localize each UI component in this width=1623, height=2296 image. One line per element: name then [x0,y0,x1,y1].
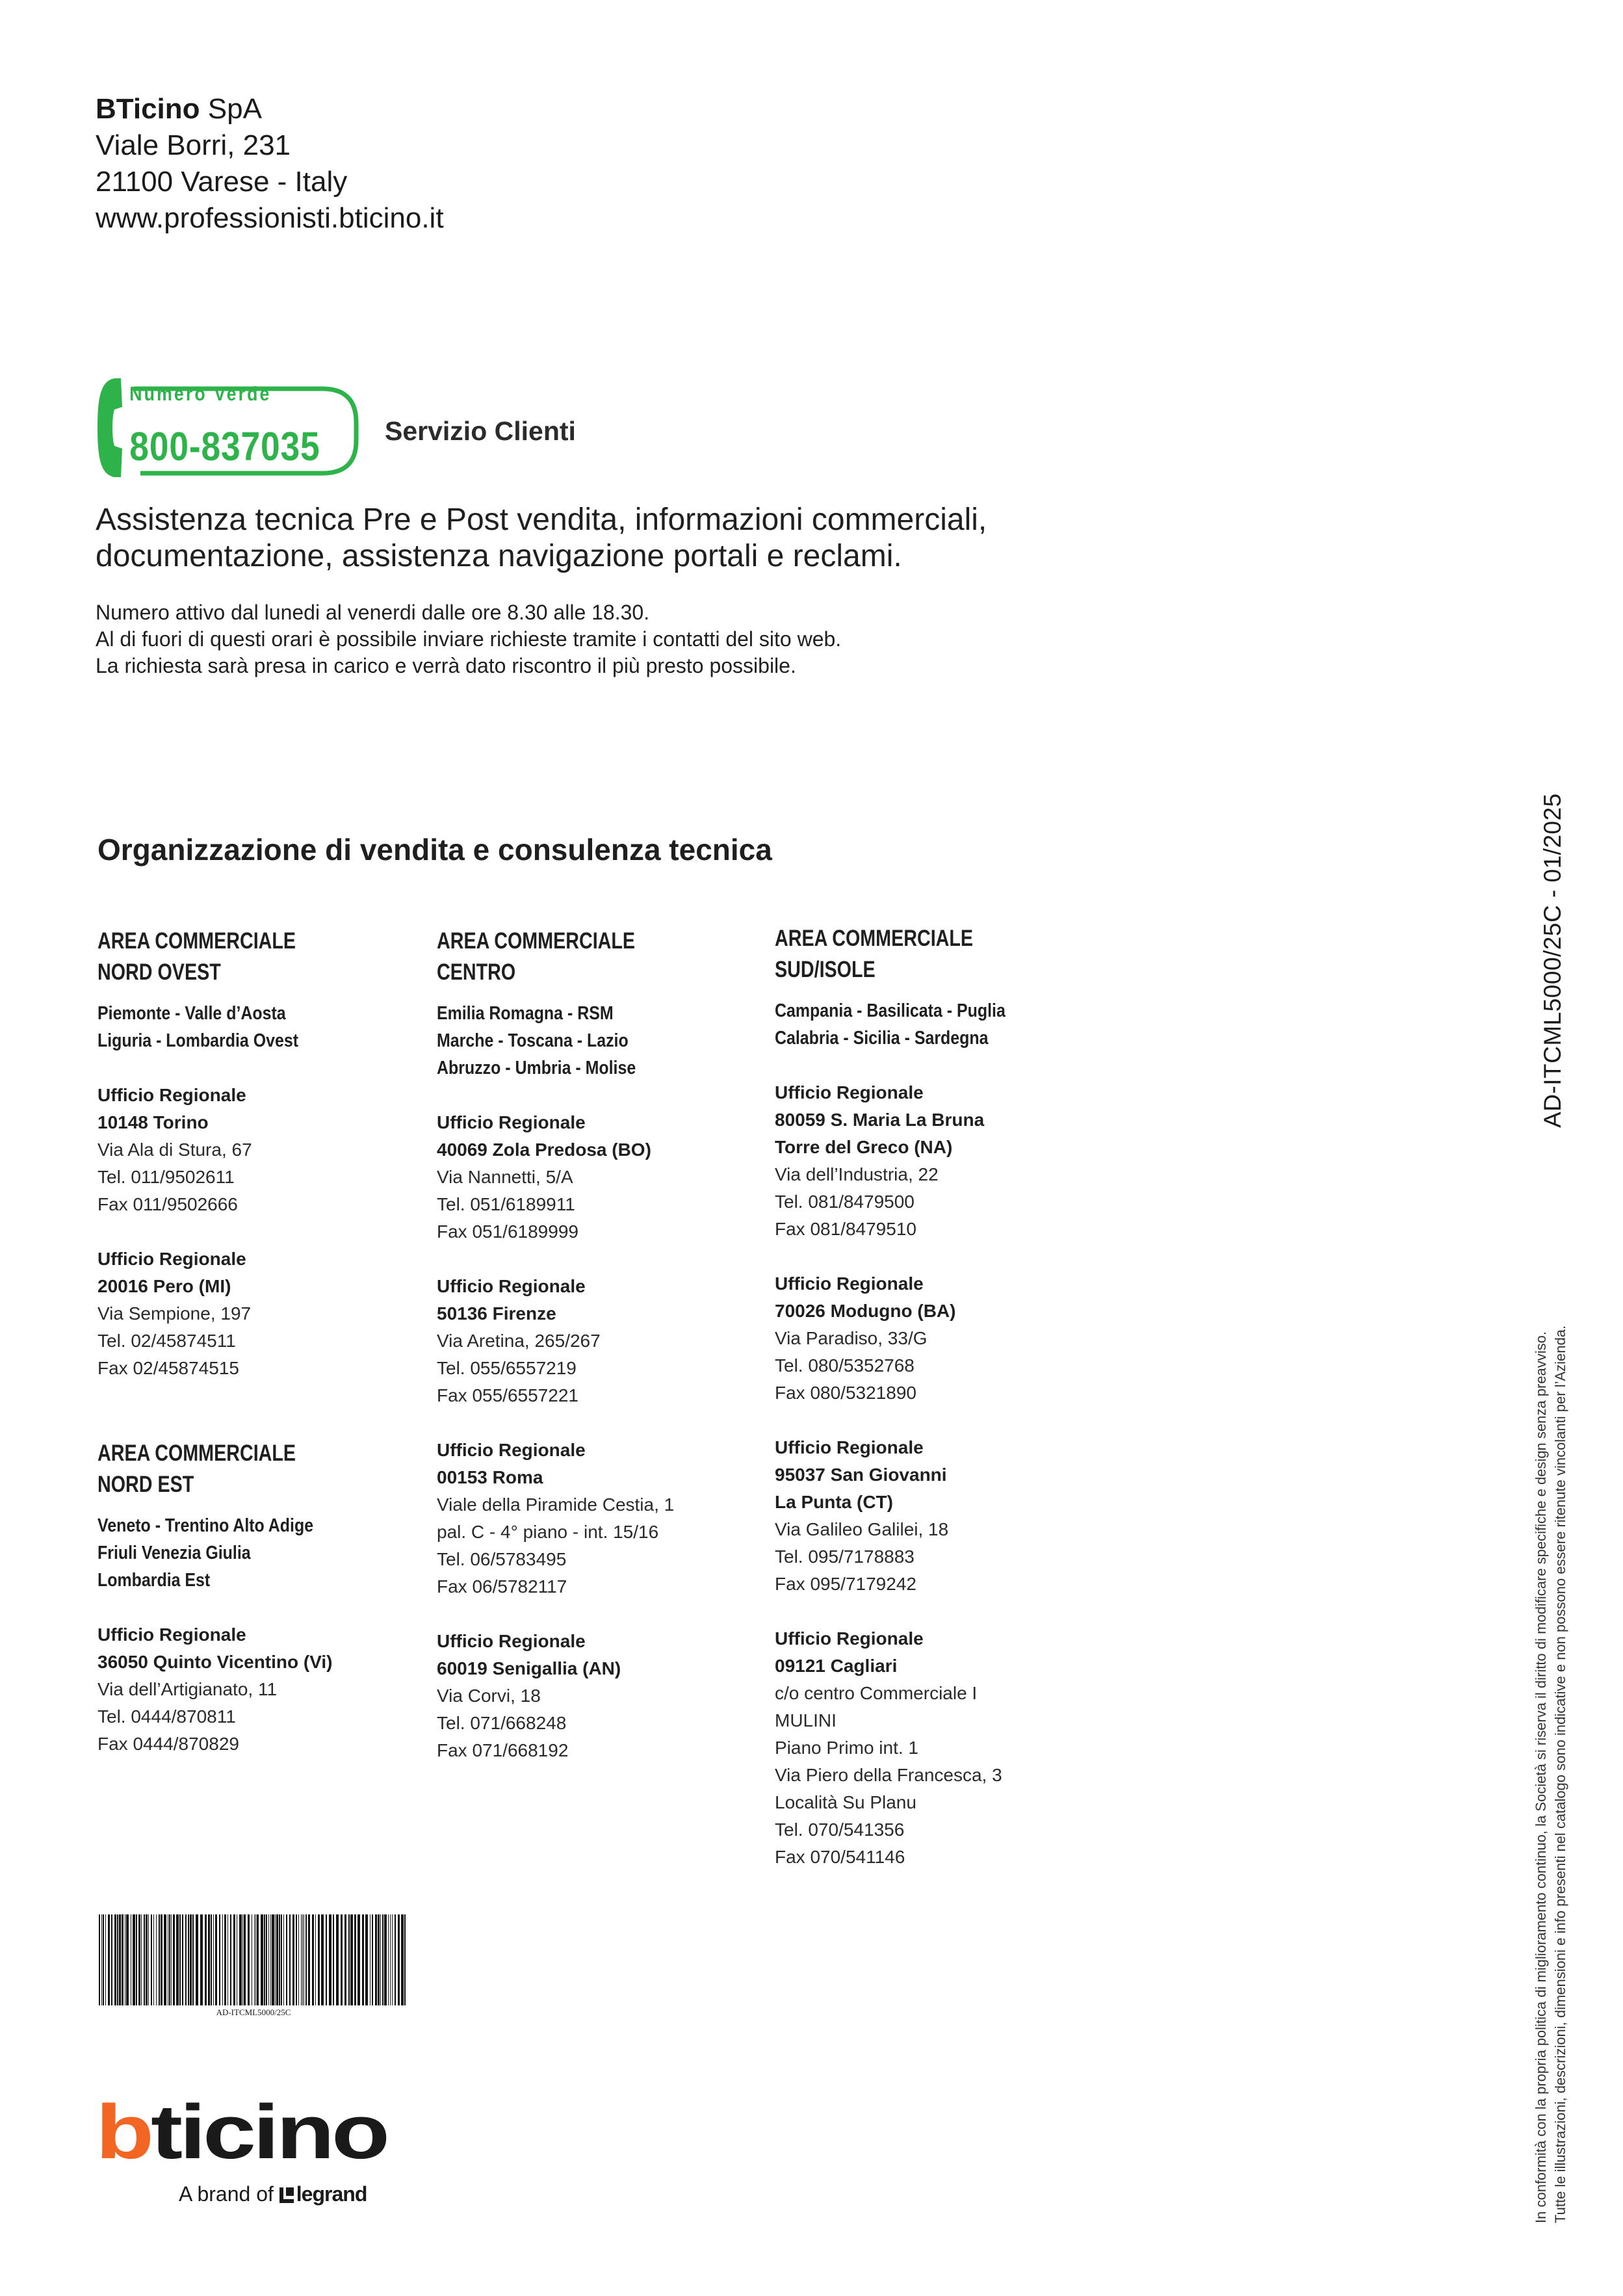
numero-verde-badge [95,376,361,480]
numero-verde-label: Numero Verde [129,383,270,406]
office-cagliari: Ufficio Regionale 09121 Cagliari c/o centro Commerciale I MULINI Piano Primo int. 1 Via Piero della Francesca, 3 Località Su Planu Tel. 070/541356 Fax 070/541146 [775,1628,1002,1867]
office-san-giovanni-la-punta: Ufficio Regionale 95037 San Giovanni La Punta (CT) Via Galileo Galilei, 18 Tel. 095/7178883 Fax 095/7179242 [775,1437,949,1594]
company-website[interactable]: www.professionisti.bticino.it [96,202,444,234]
address-city: 21100 Varese - Italy [96,166,348,198]
area-centro [437,926,762,1764]
office-firenze: Ufficio Regionale 50136 Firenze Via Aretina, 265/267 Tel. 055/6557219 Fax 055/6557221 [437,1276,601,1405]
servizio-clienti-label: Servizio Clienti [385,416,576,446]
barcode-text: AD-ITCML5000/25C [216,2007,291,2017]
area-regions: Veneto - Trentino Alto Adige Friuli Venezia Giulia Lombardia Est [97,1515,314,1591]
area-title: AREA COMMERCIALE NORD EST [97,1441,296,1497]
svg-text:bticino [96,2101,387,2166]
hours-text: Numero attivo dal lunedi al venerdi dalle ore 8.30 alle 18.30. Al di fuori di questi orari è possibile inviare richieste tramite i contatti del sito web. La richiesta sarà presa in carico e verrà dato riscontro il più presto possibile. [96,601,842,677]
disclaimer-line-1: In conformità con la propria politica di miglioramento continuo, la Società si riserva il diritto di modificare specifiche e design senza preavviso. [1533,1331,1549,2223]
logo-b: b [96,2101,140,2166]
numero-verde-number: 800-837035 [129,424,320,469]
area-title: AREA COMMERCIALE CENTRO [437,928,636,985]
company-name: BTicino SpA [96,93,262,125]
area-sud-isole [775,923,1100,1871]
area-title: AREA COMMERCIALE NORD OVEST [97,928,296,985]
logo-rest: ticino [151,2101,340,2166]
address-street: Viale Borri, 231 [96,129,291,161]
area-regions: Emilia Romagna - RSM Marche - Toscana - Lazio Abruzzo - Umbria - Molise [437,1003,636,1078]
barcode [97,1914,409,2005]
office-torre-del-greco: Ufficio Regionale 80059 S. Maria La Bruna Torre del Greco (NA) Via dell’Industria, 22 Tel. 081/8479500 Fax 081/8479510 [775,1082,985,1239]
office-torino: Ufficio Regionale 10148 Torino Via Ala di Stura, 67 Tel. 011/9502611 Fax 011/9502666 [97,1085,252,1214]
phone-icon [95,376,361,480]
area-title: AREA COMMERCIALE SUD/ISOLE [775,926,974,982]
area-regions: Piemonte - Valle d’Aosta Liguria - Lombardia Ovest [97,1003,299,1051]
office-modugno: Ufficio Regionale 70026 Modugno (BA) Via Paradiso, 33/G Tel. 080/5352768 Fax 080/5321890 [775,1273,956,1403]
disclaimer-line-2: Tutte le illustrazioni, descrizioni, dimensioni e info presenti nel catalogo sono indicative e non possono essere ritenute vincolanti per l’Azienda. [1552,1325,1568,2223]
bticino-logo [96,2101,395,2166]
brand-of-legrand: A brand of legrand [179,2182,367,2206]
office-zola-predosa: Ufficio Regionale 40069 Zola Predosa (BO) Via Nannetti, 5/A Tel. 051/6189911 Fax 051/6189999 [437,1112,651,1242]
area-nord-ovest [97,926,422,1382]
office-pero: Ufficio Regionale 20016 Pero (MI) Via Sempione, 197 Tel. 02/45874511 Fax 02/45874515 [97,1249,252,1378]
area-regions: Campania - Basilicata - Puglia Calabria - Sicilia - Sardegna [775,1000,1006,1049]
legrand-icon [279,2187,294,2203]
office-quinto-vicentino: Ufficio Regionale 36050 Quinto Vicentino (Vi) Via dell’Artigianato, 11 Tel. 0444/870811 Fax 0444/870829 [97,1624,333,1754]
assistance-text: Assistenza tecnica Pre e Post vendita, informazioni commerciali, documentazione, assistenza navigazione portali e reclami. [96,502,987,573]
area-nord-est [97,1438,422,1758]
section-title: Organizzazione di vendita e consulenza tecnica [97,833,772,867]
company-address [96,91,444,237]
office-roma: Ufficio Regionale 00153 Roma Viale della Piramide Cestia, 1 pal. C - 4° piano - int. 15/16 Tel. 06/5783495 Fax 06/5782117 [437,1440,675,1597]
office-senigallia: Ufficio Regionale 60019 Senigallia (AN) Via Corvi, 18 Tel. 071/668248 Fax 071/668192 [437,1631,621,1760]
document-code: AD-ITCML5000/25C - 01/2025 [1539,793,1566,1128]
